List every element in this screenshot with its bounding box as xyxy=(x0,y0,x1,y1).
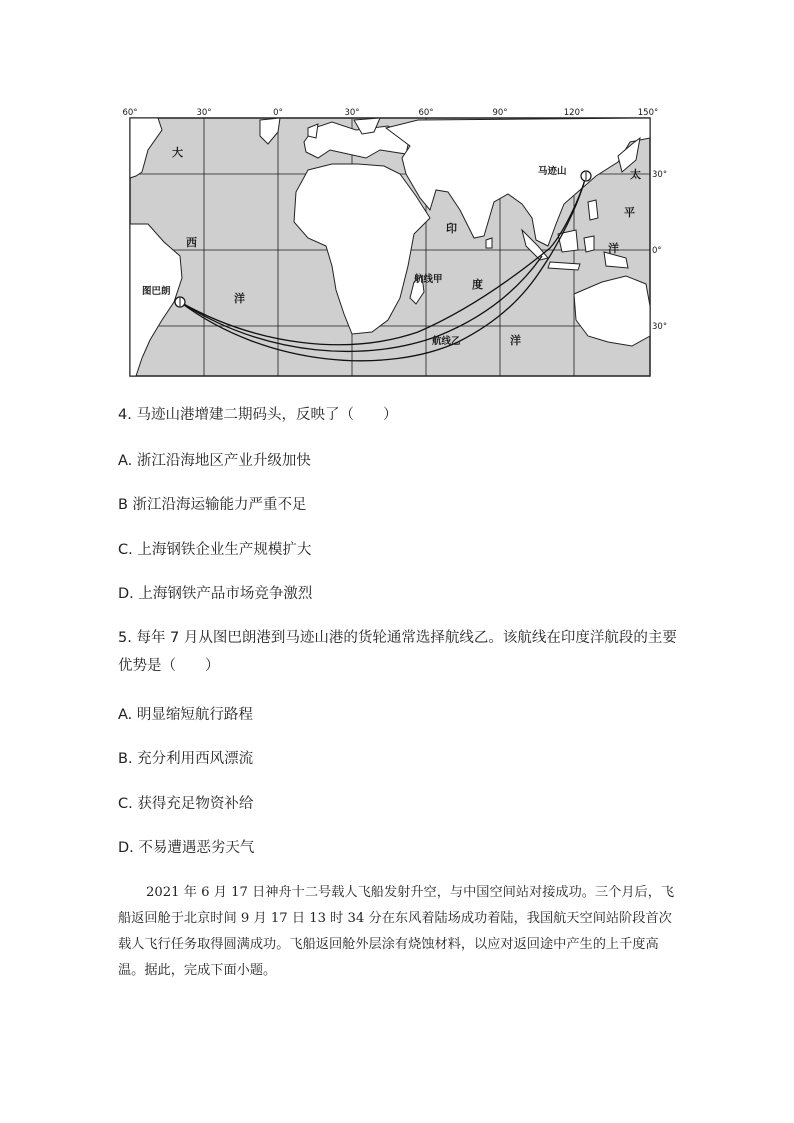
tubarao-label: 图巴朗 xyxy=(142,286,171,297)
lon-tick: 150° xyxy=(637,108,659,118)
lon-tick: 120° xyxy=(563,108,585,118)
pacific-char: 太 xyxy=(630,168,641,181)
sulawesi xyxy=(584,236,594,252)
q4-option-c: C. 上海钢铁企业生产规模扩大 xyxy=(118,542,312,558)
atlantic-char: 洋 xyxy=(234,292,245,305)
majishan-label: 马迹山 xyxy=(538,166,567,177)
reading-passage: 2021 年 6 月 17 日神舟十二号载人飞船发射升空，与中国空间站对接成功。三个月后，飞船返回舱于北京时间 9 月 17 日 13 时 34 分在东风着陆场成功着陆，我国航天空间站阶段首次载人飞行任务取得圆满成功。飞船返回舱外层涂有烧蚀材料，以应对返回途中产生的上千度高温。据此，完成下面小题。 xyxy=(118,885,675,978)
q4-option-d: D. 上海钢铁产品市场竞争激烈 xyxy=(118,586,313,602)
lon-tick: 30° xyxy=(344,108,360,118)
lat-tick: 30° xyxy=(652,322,668,332)
q5-stem: 5. 每年 7 月从图巴朗港到马迹山港的货轮通常选择航线乙。该航线在印度洋航段的主要优势是（ ） xyxy=(118,630,677,674)
indian-char: 印 xyxy=(446,222,457,235)
pacific-char: 平 xyxy=(624,206,635,219)
q5-option-c: C. 获得充足物资补给 xyxy=(118,796,254,812)
q5-option-a: A. 明显缩短航行路程 xyxy=(118,707,253,723)
indian-char: 度 xyxy=(472,278,483,291)
atlantic-char: 西 xyxy=(186,236,197,249)
world-map-figure xyxy=(118,106,668,384)
sri-lanka xyxy=(486,238,492,248)
pacific-char: 洋 xyxy=(608,242,619,255)
atlantic-char: 大 xyxy=(172,146,183,159)
route-a-label: 航线甲 xyxy=(414,274,443,285)
q4-stem: 4. 马迹山港增建二期码头，反映了（ ） xyxy=(118,407,398,423)
lat-tick: 0° xyxy=(652,246,662,256)
q5-option-d: D. 不易遭遇恶劣天气 xyxy=(118,840,255,856)
longitude-ticks xyxy=(122,108,658,118)
latitude-ticks xyxy=(652,170,667,332)
lon-tick: 0° xyxy=(273,108,283,118)
q5-option-b: B. 充分利用西风漂流 xyxy=(118,751,254,767)
lon-tick: 60° xyxy=(418,108,434,118)
philippines xyxy=(588,200,598,220)
lon-tick: 30° xyxy=(196,108,212,118)
lat-tick: 30° xyxy=(652,170,668,180)
q4-option-a: A. 浙江沿海地区产业升级加快 xyxy=(118,453,311,469)
route-b-label: 航线乙 xyxy=(432,336,461,347)
q4-option-b: B 浙江沿海运输能力严重不足 xyxy=(118,497,307,513)
lon-tick: 60° xyxy=(122,108,138,118)
lon-tick: 90° xyxy=(492,108,508,118)
indian-char: 洋 xyxy=(510,334,521,347)
java xyxy=(548,262,580,270)
